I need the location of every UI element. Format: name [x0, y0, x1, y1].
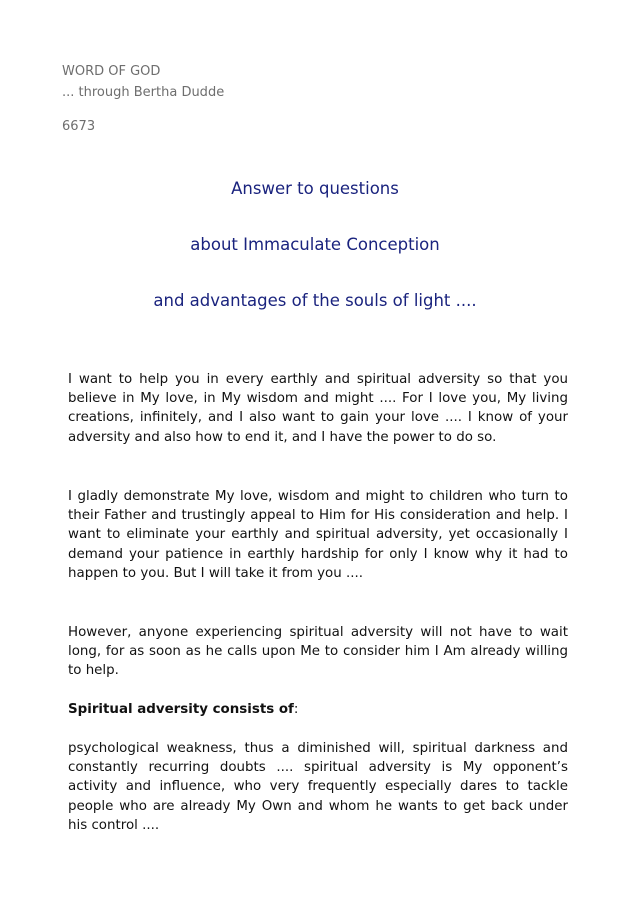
- body-paragraph-3: However, anyone experiencing spiritual adversity will not have to wait long, for as soon as he calls upon Me to consider him I Am already willing to help.: [68, 625, 568, 679]
- header-author: ... through Bertha Dudde: [62, 85, 225, 100]
- title-line-2: about Immaculate Conception: [190, 235, 440, 254]
- title-line-1: Answer to questions: [231, 179, 399, 198]
- body-paragraph-2: I gladly demonstrate My love, wisdom and might to children who turn to their Father and trustingly appeal to Him for His consideration and help. I want to eliminate your earthly and spiritual adversity, yet occasionally I demand your patience in earthly hardship for only I know why it had to happen to you. But I will take it from you ....: [68, 489, 568, 581]
- section-heading: [68, 700, 298, 719]
- body-paragraph-4: psychological weakness, thus a diminished will, spiritual darkness and constantly recurring doubts .... spiritual adversity is My opponent’s activity and influence, who very frequently especially dares to tackle people who are already My Own and whom he wants to get back under his control ....: [68, 741, 568, 833]
- title-line-3: and advantages of the souls of light ....: [153, 291, 477, 310]
- header-title: WORD OF GOD: [62, 64, 161, 79]
- message-number: 6673: [62, 119, 96, 134]
- section-heading-colon: :: [293, 702, 299, 717]
- section-heading-text: Spiritual adversity consists of: [68, 702, 294, 717]
- body-paragraph-1: I want to help you in every earthly and spiritual adversity so that you believe in My love, in My wisdom and might .... For I love you, My living creations, infinitely, and I also want to gain your love .... I know of your adversity and also how to end it, and I have the power to do so.: [68, 372, 568, 445]
